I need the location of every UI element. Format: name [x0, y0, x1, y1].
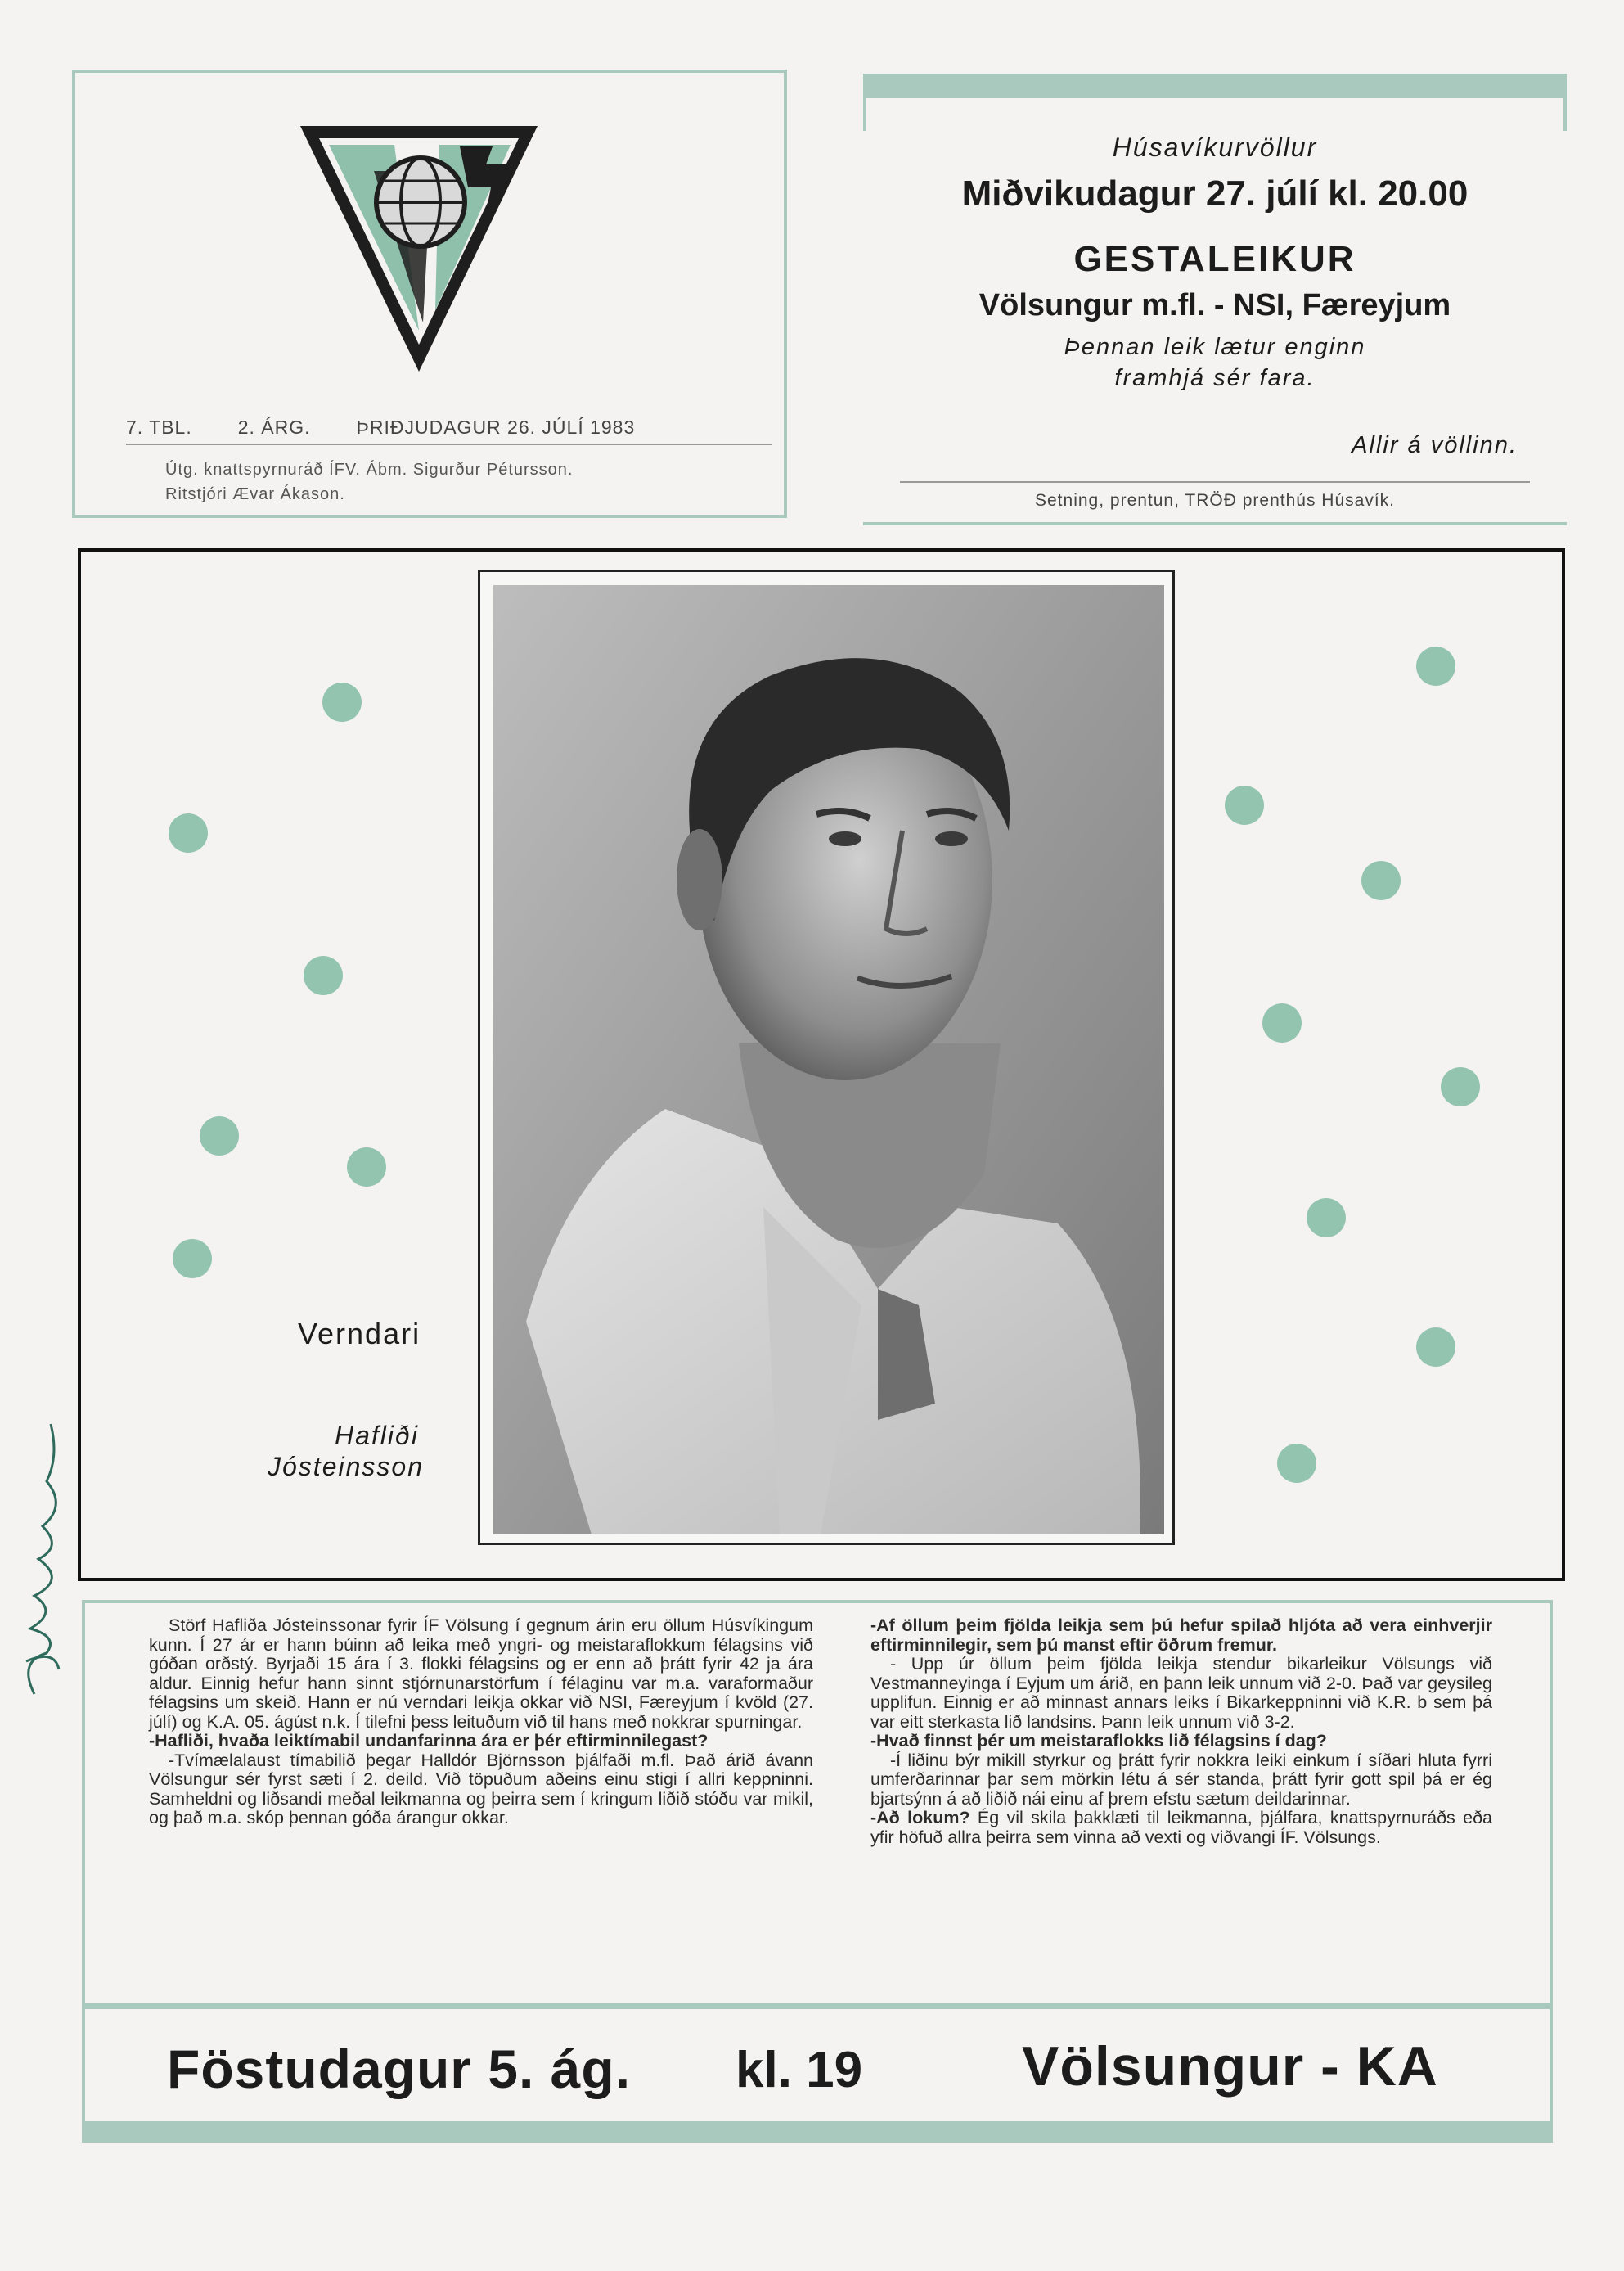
decor-dot — [1307, 1198, 1346, 1237]
article-column-right — [870, 1616, 1492, 1847]
volume-year: 2. ÁRG. — [237, 417, 311, 438]
caption-role: Verndari — [298, 1317, 421, 1350]
match-banner — [82, 2003, 1553, 2136]
all-in-slogan: Allir á völlinn. — [1352, 432, 1518, 458]
decor-dot — [1361, 861, 1401, 900]
article-intro: Störf Hafliða Jósteinssonar fyrir ÍF Völsung í gegnum árin eru öllum Húsvíkingum kunn. Í 27 ár er hann búinn að leika með yngri- og meistaraflokkum félagsins við góðan orðstý. Byrjaði 15 ára í 3. flokki félagsins og er enn að þrátt fyrir 42 ja ára aldur. Einnig hefur hann sinnt stjórnunarstörfum í félaginu var m.a. varaformaður félagsins um skeið. Hann er nú verndari leikja okkar við NSI, Færeyjum í kvöld (27. júlí) og K.A. 05. ágúst n.k. Í tilefni þess leituðum við til hans með nokkrar spurningar. — [149, 1615, 813, 1732]
club-logo — [296, 122, 542, 376]
divider — [900, 481, 1530, 483]
announcement-box — [863, 74, 1567, 525]
decor-dot — [173, 1239, 212, 1278]
answer-3: -Í liðinu býr mikill styrkur og þrátt fyrir nokkra leiki einkum í síðari hluta fyrri umferðarinnar þar sem mörkin létu á sér standa, þrátt fyrir gott spil þá er ég bjartsýnn á að liðið nái einu af þrem efstu sætum deildarinnar. — [870, 1750, 1492, 1809]
issue-number: 7. TBL. — [126, 417, 192, 438]
match-date: Föstudagur 5. ág. — [167, 2039, 632, 2099]
match-time: kl. 19 — [736, 2042, 863, 2098]
question-1: -Hafliði, hvaða leiktímabil undanfarinna ára er þér eftirminnilegast? — [149, 1731, 709, 1751]
decor-dot — [1225, 786, 1264, 825]
interview-article — [82, 1600, 1553, 2009]
portrait-frame — [478, 570, 1175, 1545]
question-3: -Hvað finnst þér um meistaraflokks lið félagsins í dag? — [870, 1731, 1327, 1751]
decor-dot — [1277, 1444, 1316, 1483]
decor-dot — [347, 1147, 386, 1187]
decor-dot — [1262, 1003, 1302, 1043]
tagline-line2: framhjá sér fara. — [1114, 365, 1316, 391]
portrait-photo — [493, 585, 1164, 1534]
issue-date: ÞRIÐJUDAGUR 26. JÚLÍ 1983 — [356, 417, 636, 438]
publisher-info — [165, 457, 754, 507]
issue-line — [126, 417, 772, 445]
printer-credit: Setning, prentun, TRÖÐ prenthús Húsavík. — [1035, 491, 1395, 510]
question-4: -Að lokum? — [870, 1808, 970, 1827]
photo-panel — [78, 548, 1565, 1581]
accent-bar — [82, 2121, 1553, 2143]
decor-dot — [1416, 1327, 1455, 1367]
editor-line: Ritstjóri Ævar Ákason. — [165, 485, 345, 503]
game-type: GESTALEIKUR — [1073, 239, 1356, 279]
decor-dot — [322, 683, 362, 722]
venue: Húsavíkurvöllur — [1112, 133, 1318, 162]
teams: Völsungur m.fl. - NSI, Færeyjum — [978, 288, 1451, 322]
question-2: -Af öllum þeim fjölda leikja sem þú hefur spilað hljóta að vera einhverjir eftirminnilegir, sem þú manst eftir öðrum fremur. — [870, 1615, 1492, 1655]
decor-dot — [200, 1116, 239, 1156]
decor-dot — [1441, 1067, 1480, 1106]
handwritten-signature — [10, 1391, 75, 1702]
match-datetime: Miðvikudagur 27. júlí kl. 20.00 — [961, 173, 1469, 214]
article-column-left — [149, 1616, 813, 1828]
publisher-line: Útg. knattspyrnuráð ÍFV. Ábm. Sigurður Pétursson. — [165, 461, 574, 479]
caption-name-last: Jósteinsson — [268, 1452, 424, 1481]
answer-4: Ég vil skila þakklæti til leikmanna, þjálfara, knattspyrnuráðs eða yfir höfuð allra þeirra sem vinna að vexti og viðvangi ÍF. Völsungs. — [870, 1808, 1492, 1847]
decor-dot — [1416, 647, 1455, 686]
tagline-line1: Þennan leik lætur enginn — [1064, 334, 1366, 360]
caption-name-first: Hafliði — [335, 1421, 419, 1450]
decor-dot — [304, 956, 343, 995]
decor-dot — [169, 813, 208, 853]
match-teams: Völsungur - KA — [1022, 2035, 1438, 2098]
answer-2: - Upp úr öllum þeim fjölda leikja stendur bikarleikur Völsungs við Vestmanneyinga í Eyjum um árið, en þann leik unnum við 2-0. Það var geysileg upplifun. Einnig er að minnast annars leiks í Bikarkeppninni við K.R. b sem þá var eitt sterkasta lið landsins. Þann leik unnum við 3-2. — [870, 1654, 1492, 1732]
masthead-box — [72, 70, 787, 518]
answer-1: -Tvímælalaust tímabilið þegar Halldór Björnsson þjálfaði m.fl. Það árið ávann Völsungur sér fyrst sæti í 2. deild. Við töpuðum aðeins einu stigi í allri keppninni. Samheldni og liðsandi meðal leikmanna og þeirra sem í kringum liðið stóðu var mikil, og það m.a. skóp þennan góða árangur okkar. — [149, 1750, 813, 1827]
